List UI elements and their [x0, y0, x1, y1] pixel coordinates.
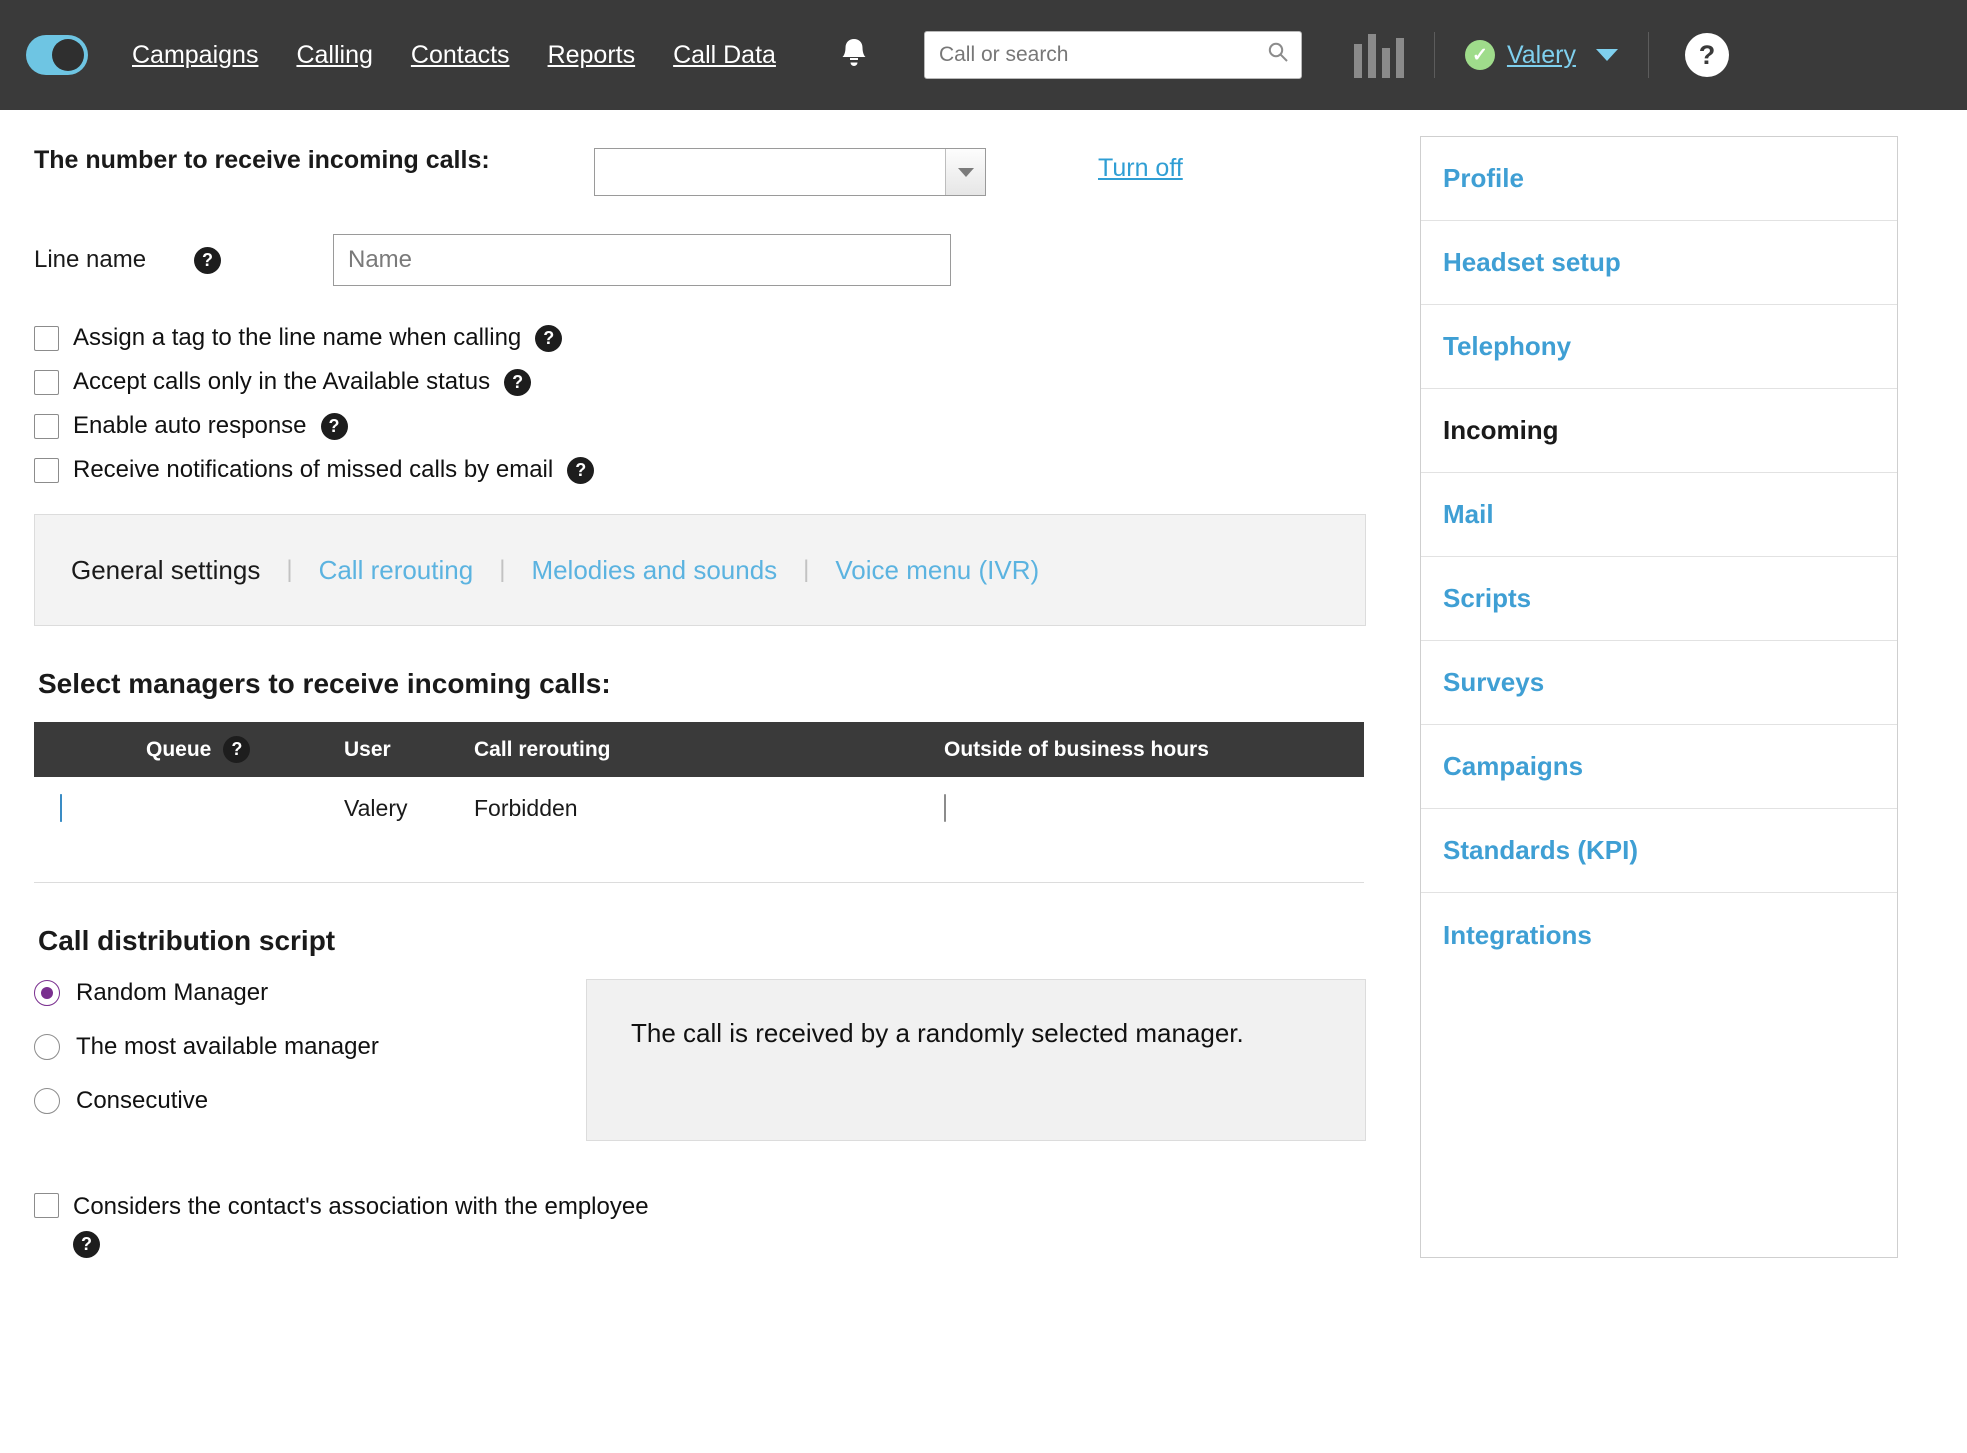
search-box[interactable] — [924, 31, 1302, 79]
tab-divider: | — [803, 556, 810, 583]
tab-voice-menu-ivr[interactable]: Voice menu (IVR) — [835, 554, 1040, 585]
option-available-status-label: Accept calls only in the Available status — [73, 368, 491, 395]
user-menu[interactable] — [1465, 40, 1618, 70]
help-icon[interactable]: ? — [567, 457, 594, 484]
nav-item-contacts[interactable]: Contacts — [410, 40, 510, 69]
chevron-down-icon — [945, 149, 985, 195]
table-row — [34, 777, 1364, 840]
sidebar-item-scripts[interactable]: Scripts — [1421, 557, 1897, 641]
sidebar-item-headset-setup[interactable]: Headset setup — [1421, 221, 1897, 305]
managers-heading: Select managers to receive incoming calls: — [38, 668, 611, 699]
tab-call-rerouting[interactable]: Call rerouting — [318, 554, 474, 585]
incoming-number-label: The number to receive incoming calls: — [34, 146, 490, 174]
help-icon[interactable]: ? — [321, 413, 348, 440]
distribution-radio-group — [34, 979, 586, 1141]
page-body — [0, 110, 1967, 1258]
sidebar-item-incoming[interactable]: Incoming — [1421, 389, 1897, 473]
nav-item-campaigns[interactable]: Campaigns — [132, 40, 259, 69]
chevron-down-icon — [1596, 49, 1618, 61]
checkbox-auto-response[interactable] — [34, 414, 59, 439]
radio-most-available-manager-label: The most available manager — [76, 1033, 379, 1060]
check-badge-icon: ✓ — [1465, 40, 1495, 70]
option-missed-call-email[interactable] — [34, 456, 1366, 484]
option-auto-response[interactable] — [34, 412, 1366, 440]
help-icon[interactable]: ? — [73, 1231, 100, 1258]
search-icon — [1267, 41, 1289, 69]
help-icon[interactable]: ? — [223, 736, 250, 763]
option-available-status[interactable] — [34, 368, 1366, 396]
sidebar-item-surveys[interactable]: Surveys — [1421, 641, 1897, 725]
settings-tabstrip — [34, 514, 1366, 626]
column-user: User — [334, 722, 464, 777]
help-icon[interactable]: ? — [535, 325, 562, 352]
table-header-row — [34, 722, 1364, 777]
sidebar-item-profile[interactable]: Profile — [1421, 137, 1897, 221]
radio-consecutive[interactable] — [34, 1087, 586, 1115]
nav-divider-1 — [1434, 32, 1435, 78]
radio-random-manager-label: Random Manager — [76, 979, 269, 1006]
line-name-input[interactable] — [333, 234, 951, 286]
cell-call-rerouting: Forbidden — [474, 795, 578, 821]
help-icon[interactable]: ? — [194, 247, 221, 274]
option-auto-response-label: Enable auto response — [73, 412, 307, 439]
help-button[interactable]: ? — [1685, 33, 1729, 77]
turn-off-link[interactable]: Turn off — [1098, 154, 1183, 182]
radio-random-manager-control[interactable] — [34, 980, 60, 1006]
option-missed-call-email-label: Receive notifications of missed calls by email — [73, 456, 554, 483]
radio-consecutive-label: Consecutive — [76, 1087, 209, 1114]
checkbox-queue-row[interactable] — [60, 794, 62, 822]
tab-divider: | — [286, 556, 293, 583]
notification-bell-icon[interactable] — [832, 33, 876, 77]
user-menu-label: Valery — [1506, 40, 1576, 69]
managers-table — [34, 722, 1364, 840]
radio-consecutive-control[interactable] — [34, 1088, 60, 1114]
cell-outside-business-hours — [934, 777, 1364, 840]
column-queue-label: Queue — [146, 737, 212, 761]
nav-item-calling[interactable]: Calling — [296, 40, 373, 69]
incoming-number-value — [595, 149, 945, 195]
settings-sidebar — [1420, 136, 1898, 1258]
sidebar-item-campaigns[interactable]: Campaigns — [1421, 725, 1897, 809]
distribution-section — [34, 979, 1366, 1141]
distribution-heading: Call distribution script — [38, 925, 336, 956]
association-option[interactable] — [34, 1193, 1366, 1258]
checkbox-outside-business-hours[interactable] — [944, 794, 946, 822]
sidebar-item-mail[interactable]: Mail — [1421, 473, 1897, 557]
nav-item-reports[interactable]: Reports — [547, 40, 636, 69]
incoming-number-select[interactable] — [594, 148, 986, 196]
association-option-label: Considers the contact's association with the employee — [73, 1193, 649, 1220]
search-input[interactable] — [937, 42, 1267, 68]
checkbox-contact-association[interactable] — [34, 1193, 59, 1218]
sidebar-item-telephony[interactable]: Telephony — [1421, 305, 1897, 389]
checkbox-assign-tag[interactable] — [34, 326, 59, 351]
line-name-row — [34, 234, 1366, 286]
checkbox-available-status[interactable] — [34, 370, 59, 395]
sidebar-item-standards-kpi[interactable]: Standards (KPI) — [1421, 809, 1897, 893]
line-name-label: Line name — [34, 246, 147, 273]
options-checkbox-list — [34, 324, 1366, 484]
nav-divider-2 — [1648, 32, 1649, 78]
checkbox-missed-call-email[interactable] — [34, 458, 59, 483]
radio-most-available-manager[interactable] — [34, 1033, 586, 1061]
distribution-info-box: The call is received by a randomly selected manager. — [586, 979, 1366, 1141]
radio-random-manager[interactable] — [34, 979, 586, 1007]
option-assign-tag-label: Assign a tag to the line name when calling — [73, 324, 522, 351]
column-queue — [34, 722, 334, 777]
section-divider — [34, 882, 1364, 883]
cell-user: Valery — [344, 795, 408, 821]
main-nav-links — [132, 41, 776, 70]
tab-general-settings[interactable]: General settings — [71, 554, 261, 585]
cell-queue — [34, 777, 334, 840]
sidebar-item-integrations[interactable]: Integrations — [1443, 919, 1592, 950]
settings-content — [0, 110, 1400, 1258]
incoming-number-row — [34, 142, 1366, 196]
tab-divider: | — [499, 556, 506, 583]
column-outside-business-hours: Outside of business hours — [934, 722, 1364, 777]
equalizer-icon[interactable] — [1354, 32, 1404, 78]
power-toggle-switch[interactable] — [26, 35, 88, 75]
nav-item-call-data[interactable]: Call Data — [673, 40, 776, 69]
radio-most-available-manager-control[interactable] — [34, 1034, 60, 1060]
tab-melodies-and-sounds[interactable]: Melodies and sounds — [531, 554, 778, 585]
help-icon[interactable]: ? — [504, 369, 531, 396]
top-navigation-bar — [0, 0, 1967, 110]
option-assign-tag[interactable] — [34, 324, 1366, 352]
column-call-rerouting: Call rerouting — [464, 722, 934, 777]
